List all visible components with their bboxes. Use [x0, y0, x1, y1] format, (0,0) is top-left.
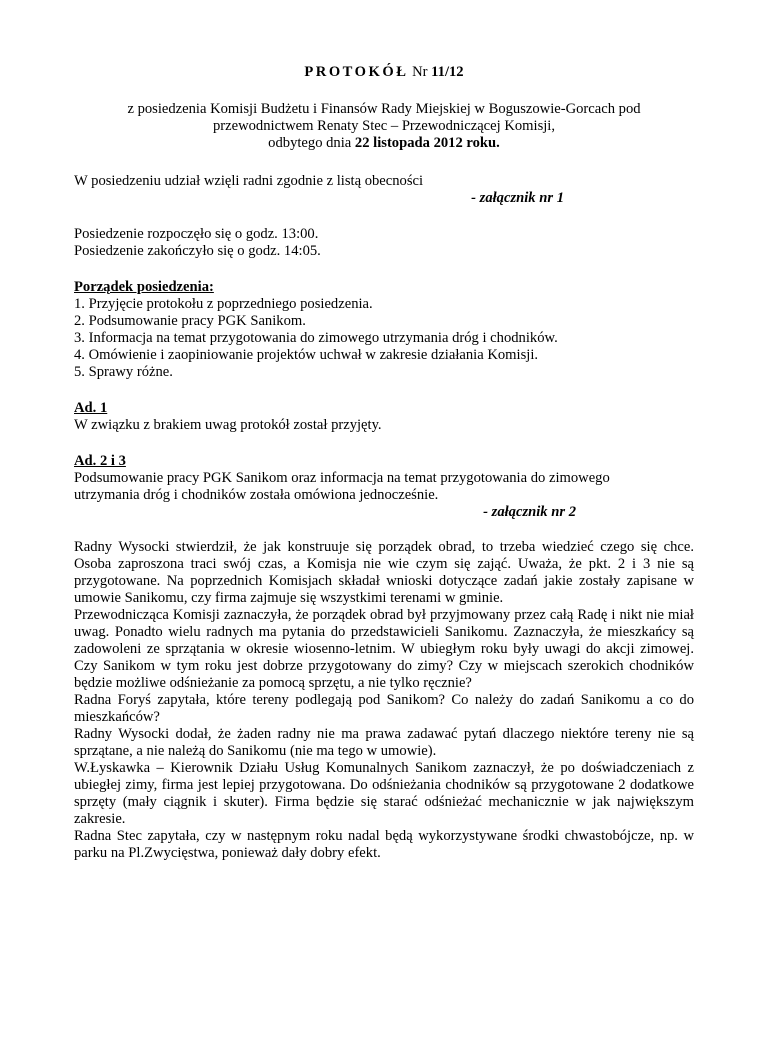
agenda-section — [74, 279, 694, 381]
discussion-paragraph: W.Łyskawka – Kierownik Działu Usług Komunalnych Sanikom zaznaczył, że po doświadczeniach z ubiegłej zimy, firma jest lepiej przygotowana. Do odśnieżania chodników są przygotowane 2 dodatkowe sprzęty (mały ciągnik i skuter). Firma będzie się starać odśnieżać mechanicznie w jak największym zakresie. — [74, 760, 694, 827]
agenda-item: 4. Omówienie i zaopiniowanie projektów uchwał w zakresie działania Komisji. — [74, 347, 539, 363]
intro-block — [74, 101, 694, 152]
discussion-paragraph: Radny Wysocki stwierdził, że jak konstruuje się porządek obrad, to trzeba wiedzieć czego się chce. Osoba zaproszona traci swój czas, a Komisja nie wie czym się zająć. Uważa, że pkt. 2 i 3 nie są przygotowane. Na poprzednich Komisjach składał wnioski dotyczące zadań jakie zostały zapisane w umowie Sanikomu, czy firma zajmuje się wszystkimi terenami w gminie. — [74, 539, 694, 606]
attendance-attachment: - załącznik nr 1 — [471, 190, 564, 206]
intro-line-1: z posiedzenia Komisji Budżetu i Finansów Rady Miejskiej w Boguszowie-Gorcach pod — [127, 101, 641, 117]
discussion-paragraph: Radny Wysocki dodał, że żaden radny nie ma prawa zadawać pytań dlaczego niektóre tereny nie są sprzątane, a nie należą do Sanikomu (nie ma tego w umowie). — [74, 726, 694, 759]
ad23-line-2: utrzymania dróg i chodników została omówiona jednocześnie. — [74, 487, 439, 503]
document-title — [74, 64, 694, 81]
agenda-item: 5. Sprawy różne. — [74, 364, 173, 380]
discussion-section — [74, 539, 694, 862]
ad23-heading: Ad. 2 i 3 — [74, 453, 126, 469]
meeting-date: 22 listopada 2012 roku. — [354, 135, 500, 151]
title-word: PROTOKÓŁ — [304, 64, 409, 80]
title-nr-value: 11/12 — [431, 64, 464, 80]
attendance-section — [74, 173, 694, 207]
agenda-heading: Porządek posiedzenia: — [74, 279, 214, 295]
agenda-list — [74, 296, 694, 381]
times-section — [74, 226, 694, 260]
ad23-section — [74, 453, 694, 521]
attendance-text: W posiedzeniu udział wzięli radni zgodnie z listą obecności — [74, 173, 424, 189]
start-time: Posiedzenie rozpoczęło się o godz. 13:00. — [74, 226, 319, 242]
discussion-paragraph: Radna Stec zapytała, czy w następnym roku nadal będą wykorzystywane środki chwastobójcze, np. w parku na Pl.Zwycięstwa, ponieważ dały dobry efekt. — [74, 828, 694, 861]
agenda-item: 2. Podsumowanie pracy PGK Sanikom. — [74, 313, 306, 329]
intro-date-prefix: odbytego dnia — [268, 135, 355, 151]
intro-line-3 — [74, 135, 694, 152]
ad1-heading: Ad. 1 — [74, 400, 108, 416]
intro-line-2: przewodnictwem Renaty Stec – Przewodniczącej Komisji, — [212, 118, 556, 134]
ad1-section — [74, 400, 694, 434]
agenda-item: 1. Przyjęcie protokołu z poprzedniego posiedzenia. — [74, 296, 373, 312]
document-page — [0, 64, 768, 1058]
end-time: Posiedzenie zakończyło się o godz. 14:05. — [74, 243, 321, 259]
ad23-attachment: - załącznik nr 2 — [483, 504, 576, 520]
discussion-paragraph: Radna Foryś zapytała, które tereny podlegają pod Sanikom? Co należy do zadań Sanikomu a co do mieszkańców? — [74, 692, 694, 725]
ad23-line-1: Podsumowanie pracy PGK Sanikom oraz informacja na temat przygotowania do zimowego — [74, 470, 610, 486]
agenda-item: 3. Informacja na temat przygotowania do zimowego utrzymania dróg i chodników. — [74, 330, 558, 346]
title-nr-label: Nr — [412, 64, 428, 80]
ad1-text: W związku z brakiem uwag protokół został przyjęty. — [74, 417, 382, 433]
discussion-paragraph: Przewodnicząca Komisji zaznaczyła, że porządek obrad był przyjmowany przez całą Radę i nikt nie miał uwag. Ponadto wielu radnych ma pytania do przedstawicieli Sanikomu. Zaznaczyła, że mieszkańcy są zadowoleni ze sprzątania w okresie wiosenno-letnim. W ubiegłym roku były uwagi do akcji zimowej. Czy Sanikom w tym roku jest dobrze przygotowany do zimy? Czy w miejscach szerokich chodników będzie możliwe odśnieżanie za pomocą sprzętu, a nie tylko ręcznie? — [74, 607, 694, 691]
